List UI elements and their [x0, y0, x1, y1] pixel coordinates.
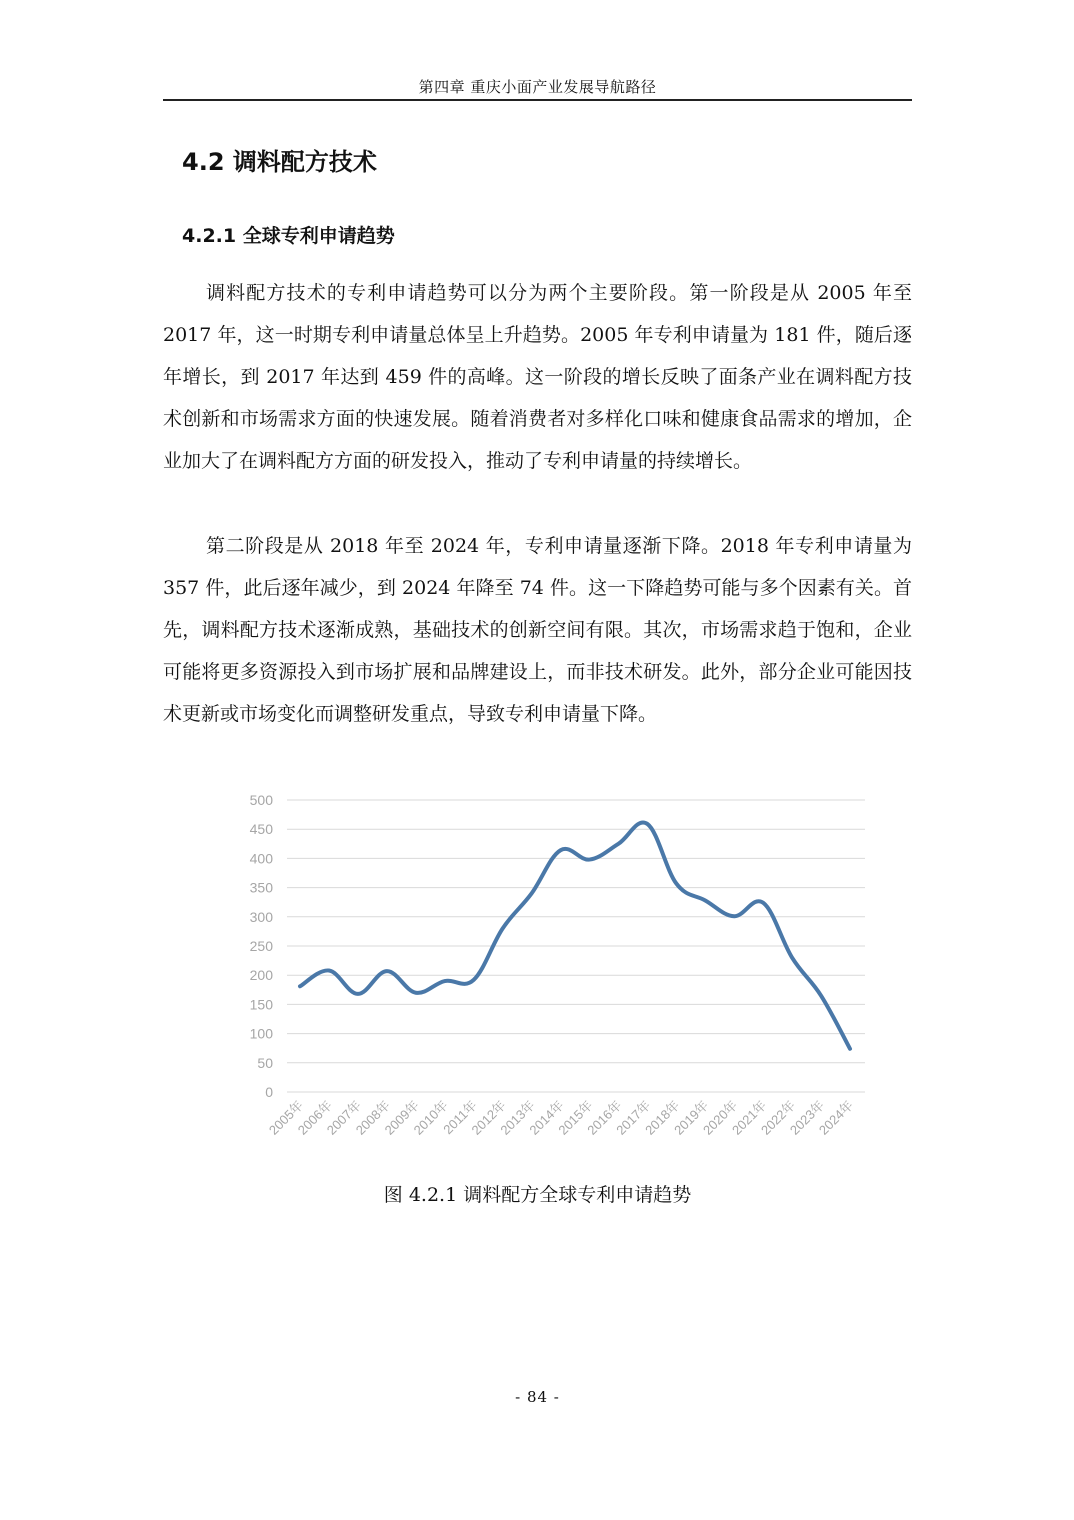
x-tick-label: 2017年: [613, 1097, 654, 1138]
x-tick-label: 2018年: [642, 1097, 683, 1138]
y-tick-label: 300: [249, 908, 273, 925]
x-tick-label: 2022年: [757, 1097, 799, 1138]
x-tick-label: 2012年: [468, 1097, 509, 1138]
y-tick-label: 250: [249, 938, 273, 954]
x-tick-label: 2011年: [440, 1097, 480, 1138]
y-tick-label: 500: [249, 792, 273, 808]
x-tick-label: 2009年: [381, 1097, 422, 1138]
y-tick-label: 200: [249, 967, 273, 984]
x-tick-label: 2023年: [786, 1097, 828, 1138]
x-tick-label: 2021年: [729, 1097, 770, 1138]
page-number: - 84 -: [515, 1388, 560, 1406]
x-tick-label: 2008年: [352, 1097, 393, 1138]
x-tick-label: 2024年: [815, 1097, 857, 1138]
series-line: [300, 822, 850, 1048]
x-tick-label: 2014年: [526, 1097, 567, 1138]
y-tick-label: 0: [265, 1084, 273, 1100]
figure-caption: 图 4.2.1 调料配方全球专利申请趋势: [383, 1184, 692, 1206]
x-tick-label: 2007年: [323, 1097, 365, 1138]
x-tick-label: 2016年: [584, 1097, 625, 1138]
x-tick-label: 2019年: [671, 1097, 712, 1138]
chart-svg: [240, 786, 880, 1166]
subsection-title: 4.2.1 全球专利申请趋势: [182, 225, 395, 247]
y-tick-label: 350: [249, 879, 273, 896]
section-title: 4.2 调料配方技术: [182, 148, 377, 176]
y-tick-label: 450: [249, 821, 273, 838]
header-rule: [163, 99, 912, 101]
y-tick-label: 50: [257, 1054, 273, 1071]
paragraph-1: 调料配方技术的专利申请趋势可以分为两个主要阶段。第一阶段是从 2005 年至 2017 年，这一时期专利申请量总体呈上升趋势。2005 年专利申请量为 181 件，随后逐年增长，到 2017 年达到 459 件的高峰。这一阶段的增长反映了面条产业在调料配方技术创新和市场需求方面的快速发展。随着消费者对多样化口味和健康食品需求的增加，企业加大了在调料配方方面的研发投入，推动了专利申请量的持续增长。: [163, 282, 912, 472]
paragraph-2: 第二阶段是从 2018 年至 2024 年，专利申请量逐渐下降。2018 年专利申请量为 357 件，此后逐年减少，到 2024 年降至 74 件。这一下降趋势可能与多个因素有关。首先，调料配方技术逐渐成熟，基础技术的创新空间有限。其次，市场需求趋于饱和，企业可能将更多资源投入到市场扩展和品牌建设上，而非技术研发。此外，部分企业可能因技术更新或市场变化而调整研发重点，导致专利申请量下降。: [163, 535, 912, 725]
y-tick-label: 100: [249, 1025, 273, 1042]
x-tick-label: 2015年: [555, 1097, 596, 1138]
running-header: 第四章 重庆小面产业发展导航路径: [418, 78, 657, 96]
x-tick-label: 2013年: [497, 1097, 538, 1138]
x-tick-label: 2005年: [265, 1097, 307, 1138]
patent-trend-chart: [240, 786, 880, 1166]
x-tick-label: 2020年: [700, 1097, 741, 1138]
x-tick-label: 2010年: [410, 1097, 451, 1138]
y-tick-label: 150: [249, 996, 273, 1013]
y-tick-label: 400: [249, 850, 273, 867]
x-tick-label: 2006年: [294, 1097, 336, 1138]
